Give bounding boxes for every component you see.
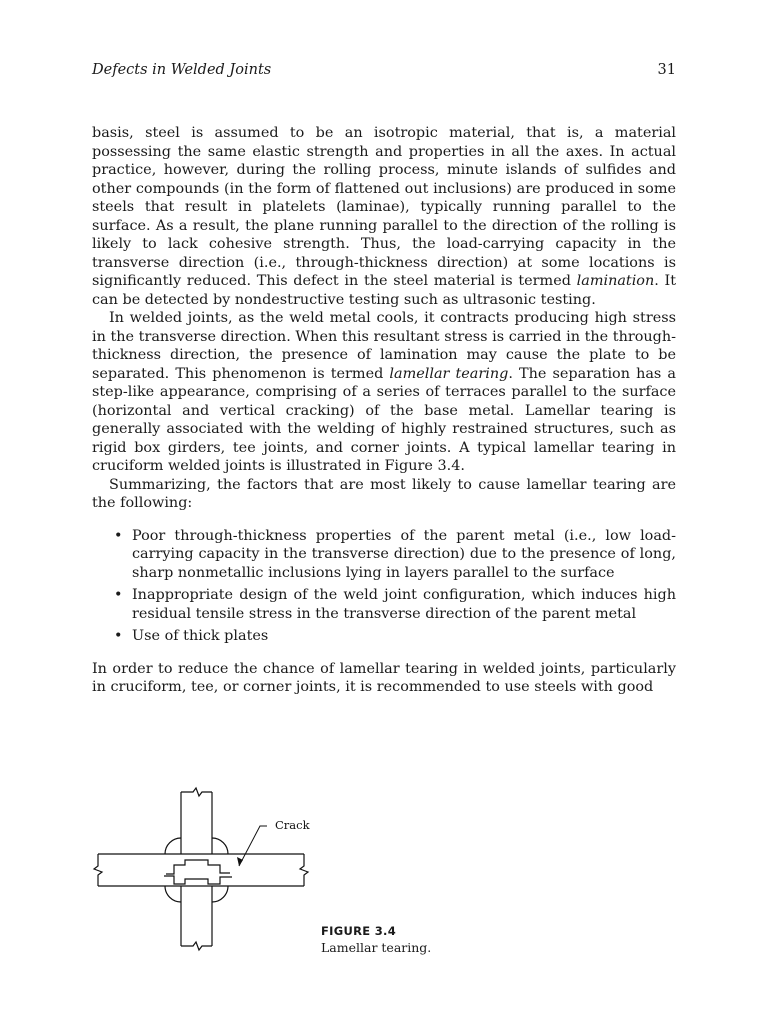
break-line-bottom	[181, 942, 212, 950]
paragraph-summary: Summarizing, the factors that are most likely to cause lamellar tearing are the following:	[92, 476, 676, 511]
tear-lower	[164, 876, 232, 884]
weld-top-right	[212, 838, 228, 854]
paragraph-lamination: basis, steel is assumed to be an isotropic material, that is, a material possessing the same elastic strength and properties in all the axes. In actual practice, however, during the rolling process, minute islands of sulfides and other compounds (in the form of flattened out inclusions) are produced in some steels that result in platelets (laminae), typically running parallel to the surface. As a result, the plane running parallel to the direction of the rolling is likely to lack cohesive strength. Thus, the load-carrying capacity in the transverse direction (i.e., through-thickness direction) at some locations is significantly reduced. This defect in the steel material is termed lamination. It can be detected by nondestructive testing such as ultrasonic testing.	[92, 125, 676, 308]
running-header	[92, 62, 676, 78]
weld-bottom-left	[165, 886, 181, 902]
bullet-icon: •	[114, 628, 123, 644]
term-lamellar-tearing: lamellar tearing	[389, 365, 509, 382]
break-line-right	[300, 854, 308, 886]
figure-caption	[321, 924, 431, 955]
bullet-icon: •	[114, 587, 123, 603]
break-line-left	[94, 854, 102, 886]
bullet-icon: •	[114, 527, 123, 544]
crack-label: Crack	[275, 818, 310, 832]
cruciform-joint-diagram	[92, 786, 332, 961]
page-number: 31	[657, 62, 676, 78]
figure-caption-text: Lamellar tearing.	[321, 940, 432, 955]
weld-top-left	[165, 838, 181, 854]
list-item: • Inappropriate design of the weld joint configuration, which induces high residual tensile stress in the transverse direction of the parent metal	[114, 587, 676, 622]
break-line-top	[181, 788, 212, 796]
weld-bottom-right	[212, 886, 228, 902]
paragraph-recommendation: In order to reduce the chance of lamellar tearing in welded joints, particularly in cruciform, tee, or corner joints, it is recommended to use steels with good	[92, 660, 676, 695]
running-header-title: Defects in Welded Joints	[92, 62, 272, 78]
factors-list	[92, 527, 676, 646]
list-item: • Use of thick plates	[114, 628, 269, 644]
figure-number: FIGURE 3.4	[321, 924, 396, 938]
tear-upper	[166, 860, 230, 874]
term-lamination: lamination	[576, 273, 655, 289]
paragraph-lamellar-tearing: In welded joints, as the weld metal cools, it contracts producing high stress in the transverse direction. When this resultant stress is carried in the through-thickness direction, the presence of lamination may cause the plate to be separated. This phenomenon is termed lamellar tearing. The separation has a step-like appearance, comprising of a series of terraces parallel to the surface (horizontal and vertical cracking) of the base metal. Lamellar tearing is generally associated with the welding of highly restrained structures, such as rigid box girders, tee joints, and corner joints. A typical lamellar tearing in cruciform welded joints is illustrated in Figure 3.4.	[92, 310, 676, 474]
list-item: • Poor through-thickness properties of the parent metal (i.e., low load-carrying capacity in the transverse direction) due to the presence of long, sharp nonmetallic inclusions lying in layers parallel to the surface	[114, 527, 676, 581]
leader-line	[239, 826, 267, 866]
main-text	[92, 124, 676, 697]
